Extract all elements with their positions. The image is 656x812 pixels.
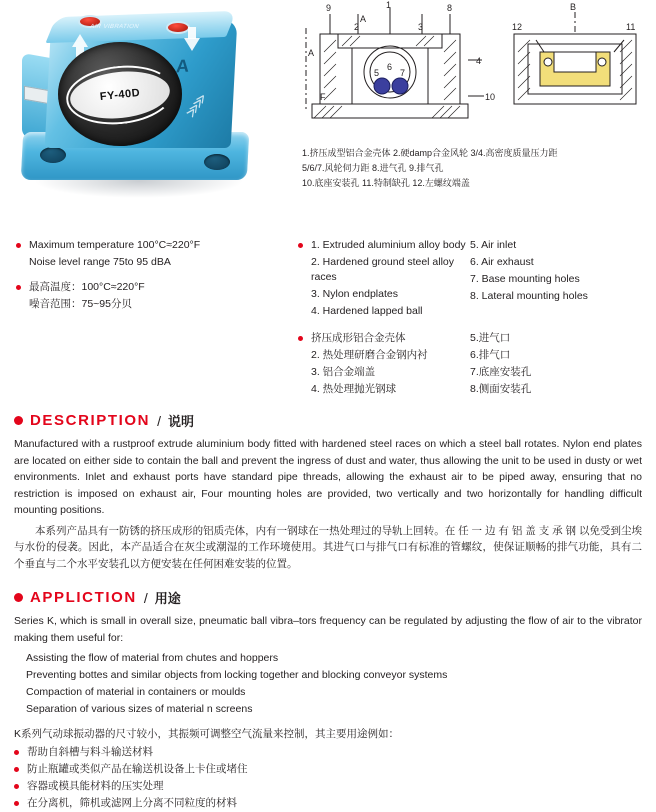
spec-item: Noise level range 75to 95 dBA: [29, 256, 171, 268]
callout-8: 8: [447, 3, 453, 13]
part-item-cn: 6.排气口: [470, 349, 511, 361]
application-item-cn: 容器或模具能材料的压实处理: [14, 778, 642, 795]
part-item-cn: 4. 热处理抛光钢球: [311, 383, 397, 395]
description-heading-sep: /: [157, 412, 162, 429]
callout-11: 11: [626, 22, 636, 32]
parts-en-col2: [470, 238, 656, 304]
description-paragraph-en: Manufactured with a rustproof extrude aluminium body fitted with hardened steel races on which a steel ball rotates. Nylon end plates are located on either side to contain the ball and prevent the ingress of dust and water, thus allowing the unit to be used in dusty or wet environments. Inlet and exhaust ports have standard pipe threads, allowing the exhaust air to be piped away, ensuring that no restriction is imposed on exhaust air, Four mounting holes are provided, two vertically and two horizontally for handling difficult mounting positions.: [14, 438, 642, 516]
drawing-svg: [292, 0, 656, 145]
up-arrow-icon: [72, 34, 88, 47]
callout-2: 2: [354, 22, 360, 32]
chevron-decor-icon: ≫≫: [182, 92, 209, 121]
part-item: 6. Air exhaust: [470, 256, 534, 268]
parts-cn-list: [298, 331, 656, 399]
callout-A-left: A: [308, 48, 315, 58]
callout-6: 6: [387, 62, 393, 72]
manufacturer-logo: A: [175, 55, 190, 77]
application-item: Separation of various sizes of material n screens: [26, 703, 253, 715]
drawing-caption-line-3: 10.底座安装孔 11.特制缺孔 12.左螺纹端盖: [302, 178, 470, 188]
parts-en-col1: [298, 238, 470, 319]
application-paragraph-en: Series K, which is small in overall size, pneumatic ball vibra–tors frequency can be regulated by adjusting the flow of air to the vibrator making them useful for:: [14, 615, 642, 644]
part-item: 2. Hardened ground steel alloy races: [311, 256, 455, 283]
application-paragraph-cn: K系列气动球振动器的尺寸较小，其振频可调整空气流量来控制，其主要用途例如：: [14, 728, 400, 740]
description-heading: [14, 411, 656, 430]
technical-drawing: [292, 0, 656, 232]
base-mounting-hole-right: [204, 154, 230, 170]
part-item: 3. Nylon endplates: [311, 288, 398, 300]
spec-en-list: [16, 238, 292, 270]
drawing-caption-cn: [302, 146, 652, 191]
parts-cn-col2: [470, 331, 656, 397]
application-list-cn: [0, 744, 656, 812]
part-item-cn: 7.底座安装孔: [470, 366, 532, 378]
description-paragraph-cn: 本系列产品具有一防锈的挤压成形的铝质壳体，内有一钢球在一热处理过的导轨上回转。在 任 一 边 有 铝 盖 支 承 钢 以免受到尘埃与水份的侵袭。因此，本产品适合在灰尘或潮湿的工作环境使用。其进气口与排气口有标准的管螺纹，使保证顺畅的排气功能，具有二个垂直与二个水平安装孔以方便安装在任何困难安装的位置。: [14, 524, 642, 570]
model-label: FY-40D: [68, 67, 172, 123]
spec-cn-list: [16, 280, 292, 312]
callout-12: 12: [512, 22, 523, 32]
brand-text: AIR VIBRATION: [89, 24, 140, 30]
product-photo: [0, 0, 292, 232]
part-item: 4. Hardened lapped ball: [311, 305, 423, 317]
application-heading-sep: /: [143, 589, 148, 606]
application-heading-en: APPLICTION: [30, 589, 137, 606]
parts-cn-grid: [298, 331, 656, 399]
bullet-dot-icon: [14, 593, 23, 602]
bullet-dot-icon: [14, 416, 23, 425]
spec-right-column: [292, 238, 656, 401]
application-item-cn: 防止瓶罐或类似产品在输送机设备上卡住或堵住: [14, 761, 642, 778]
top-media-row: [0, 0, 656, 232]
callout-B: B: [570, 2, 577, 12]
description-heading-cn: 说明: [168, 414, 195, 429]
part-item-cn: 5.进气口: [470, 332, 511, 344]
spec-item-cn: 噪音范围：75~95分贝: [29, 298, 132, 310]
part-item-cn: 3. 铝合金端盖: [311, 366, 376, 378]
part-item-cn: 2. 热处理研磨合金钢内衬: [311, 349, 428, 361]
application-item: Assisting the flow of material from chutes and hoppers: [26, 652, 279, 664]
part-item: 5. Air inlet: [470, 239, 517, 251]
drawing-caption-line-2: 5/6/7.风轮伺力距 8.进气孔 9.排气孔: [302, 163, 444, 173]
callout-A-top: A: [360, 14, 367, 24]
parts-cn-col1: [298, 331, 470, 397]
down-arrow-icon: [184, 38, 200, 51]
application-item-cn: 在分离机，筛机或滤网上分离不同粒度的材料: [14, 795, 642, 812]
part-item-cn: 挤压成形铝合金壳体: [298, 331, 470, 346]
callout-1: 1: [386, 0, 392, 10]
callout-7: 7: [400, 68, 406, 78]
part-item-cn: 8.侧面安装孔: [470, 383, 532, 395]
part-item: 7. Base mounting holes: [470, 273, 580, 285]
part-item: 1. Extruded aluminium alloy body: [298, 238, 470, 253]
base-mounting-hole-left: [40, 147, 66, 163]
air-exhaust-port: [166, 21, 190, 34]
spec-left-column: [0, 238, 292, 401]
callout-5: 5: [374, 68, 380, 78]
description-heading-en: DESCRIPTION: [30, 412, 151, 429]
application-item-cn: 帮助自斜槽与料斗输送材料: [14, 744, 642, 761]
application-list-en: [0, 650, 656, 718]
callout-F: F: [320, 92, 326, 102]
vibrator-illustration: [8, 4, 286, 226]
part-item: 8. Lateral mounting holes: [470, 290, 588, 302]
application-heading: [14, 588, 656, 607]
parts-en-list: [298, 238, 656, 321]
application-heading-cn: 用途: [154, 591, 181, 606]
application-item: Preventing bottes and similar objects from locking together and blocking conveyor systems: [26, 669, 448, 681]
drawing-caption-line-1: 1.挤压成型铝合金壳体 2.硬damp合金风轮 3/4.高密度质量压力距: [302, 148, 558, 158]
callout-10: 10: [485, 92, 496, 102]
parts-en-grid: [298, 238, 656, 321]
spec-item-cn: 最高温度：100°C≈220°F: [16, 280, 292, 295]
callout-4: 4: [476, 56, 482, 66]
specifications-row: [0, 232, 656, 401]
application-item: Compaction of material in containers or moulds: [26, 686, 246, 698]
callout-3: 3: [418, 22, 424, 32]
callout-9: 9: [326, 3, 332, 13]
spec-item: Maximum temperature 100°C≈220°F: [16, 238, 292, 253]
